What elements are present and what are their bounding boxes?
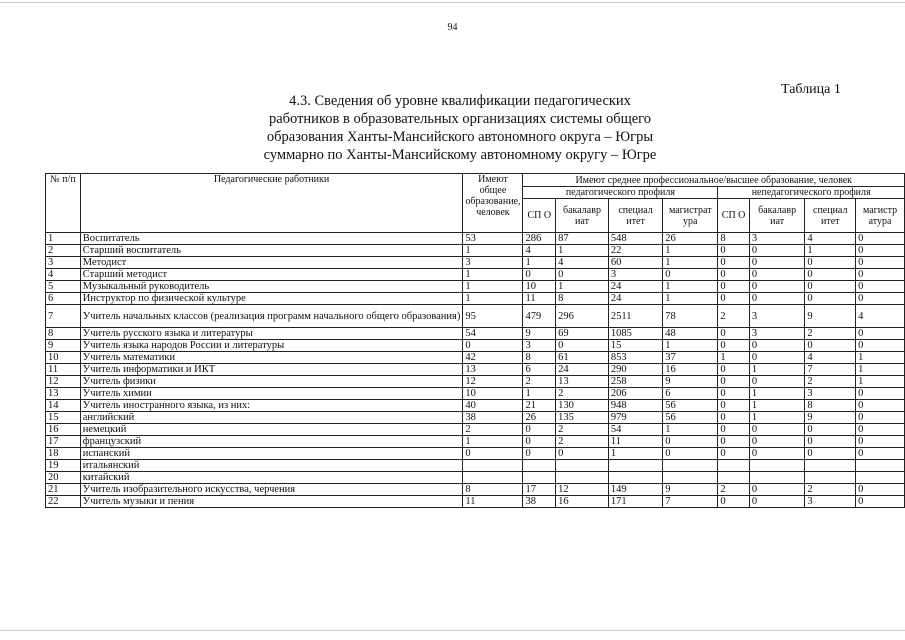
value-cell: 0: [718, 281, 750, 293]
value-cell: 1: [663, 257, 718, 269]
value-cell: 1: [749, 400, 805, 412]
row-number: 10: [46, 352, 81, 364]
value-cell: 87: [556, 233, 609, 245]
table-row: [46, 364, 905, 376]
table-row: [46, 496, 905, 508]
value-cell: 1: [663, 424, 718, 436]
header-sub: СП О: [523, 199, 556, 233]
header-general: Имеют общее образование, человек: [463, 174, 523, 233]
value-cell: 13: [463, 364, 523, 376]
value-cell: 0: [663, 436, 718, 448]
value-cell: 0: [523, 269, 556, 281]
value-cell: 3: [749, 328, 805, 340]
value-cell: 0: [749, 436, 805, 448]
value-cell: 12: [556, 484, 609, 496]
header-sub: специал итет: [805, 199, 856, 233]
value-cell: 1: [556, 245, 609, 257]
value-cell: 1: [805, 245, 856, 257]
header-sub: СП О: [718, 199, 750, 233]
value-cell: 11: [463, 496, 523, 508]
table-body: [46, 233, 905, 508]
value-cell: 0: [749, 352, 805, 364]
value-cell: 10: [523, 281, 556, 293]
value-cell: 38: [463, 412, 523, 424]
value-cell: 0: [856, 484, 905, 496]
worker-name: Старший методист: [80, 269, 463, 281]
worker-name: Воспитатель: [80, 233, 463, 245]
value-cell: 6: [663, 388, 718, 400]
value-cell: 3: [749, 233, 805, 245]
row-number: 19: [46, 460, 81, 472]
value-cell: 0: [718, 364, 750, 376]
value-cell: 15: [608, 340, 662, 352]
table-row: [46, 412, 905, 424]
table-row: [46, 376, 905, 388]
worker-name: Учитель математики: [80, 352, 463, 364]
value-cell: 7: [805, 364, 856, 376]
scan-edge: [0, 2, 905, 3]
row-number: 9: [46, 340, 81, 352]
value-cell: 0: [718, 328, 750, 340]
table-row: [46, 448, 905, 460]
value-cell: 0: [663, 269, 718, 281]
title-line: 4.3. Сведения об уровне квалификации педагогических: [289, 93, 631, 109]
value-cell: 8: [718, 233, 750, 245]
row-number: 13: [46, 388, 81, 400]
table-row: [46, 340, 905, 352]
value-cell: 0: [856, 293, 905, 305]
value-cell: 286: [523, 233, 556, 245]
worker-name: Музыкальный руководитель: [80, 281, 463, 293]
value-cell: 1: [663, 245, 718, 257]
value-cell: 9: [805, 305, 856, 328]
value-cell: 0: [718, 293, 750, 305]
value-cell: 0: [805, 269, 856, 281]
value-cell: 21: [523, 400, 556, 412]
value-cell: 548: [608, 233, 662, 245]
value-cell: 53: [463, 233, 523, 245]
value-cell: 0: [805, 436, 856, 448]
value-cell: 290: [608, 364, 662, 376]
value-cell: 0: [856, 412, 905, 424]
value-cell: 2: [523, 376, 556, 388]
value-cell: 8: [523, 352, 556, 364]
value-cell: 0: [856, 496, 905, 508]
value-cell: 0: [805, 340, 856, 352]
header-prof: Имеют среднее профессиональное/высшее образование, человек: [523, 174, 905, 187]
value-cell: 1: [663, 340, 718, 352]
value-cell: 9: [663, 484, 718, 496]
worker-name: Старший воспитатель: [80, 245, 463, 257]
value-cell: 7: [663, 496, 718, 508]
value-cell: 0: [718, 424, 750, 436]
value-cell: 0: [856, 424, 905, 436]
value-cell: 979: [608, 412, 662, 424]
value-cell: 0: [856, 340, 905, 352]
value-cell: 0: [556, 269, 609, 281]
value-cell: 1: [463, 436, 523, 448]
value-cell: [718, 460, 750, 472]
worker-name: Учитель информатики и ИКТ: [80, 364, 463, 376]
value-cell: [718, 472, 750, 484]
qualification-table: [45, 173, 905, 508]
worker-name: Учитель начальных классов (реализация программ начального общего образования): [80, 305, 463, 328]
scan-edge: [0, 630, 905, 631]
value-cell: 9: [663, 376, 718, 388]
value-cell: 69: [556, 328, 609, 340]
row-number: 3: [46, 257, 81, 269]
value-cell: 0: [749, 281, 805, 293]
value-cell: 3: [805, 496, 856, 508]
value-cell: 1: [463, 269, 523, 281]
value-cell: 0: [718, 376, 750, 388]
header-sub: бакалавр иат: [556, 199, 609, 233]
value-cell: 37: [663, 352, 718, 364]
value-cell: 1: [749, 364, 805, 376]
table-row: [46, 388, 905, 400]
value-cell: 0: [805, 424, 856, 436]
value-cell: 38: [523, 496, 556, 508]
value-cell: 56: [663, 400, 718, 412]
value-cell: [856, 472, 905, 484]
value-cell: 1: [556, 281, 609, 293]
value-cell: 0: [749, 484, 805, 496]
value-cell: 296: [556, 305, 609, 328]
value-cell: 11: [608, 436, 662, 448]
value-cell: [856, 460, 905, 472]
value-cell: 135: [556, 412, 609, 424]
worker-name: Учитель музыки и пения: [80, 496, 463, 508]
value-cell: 4: [805, 352, 856, 364]
value-cell: 4: [856, 305, 905, 328]
value-cell: [463, 460, 523, 472]
value-cell: 1: [463, 245, 523, 257]
value-cell: 171: [608, 496, 662, 508]
value-cell: 24: [608, 293, 662, 305]
value-cell: 0: [718, 257, 750, 269]
value-cell: 0: [523, 436, 556, 448]
value-cell: 2: [805, 376, 856, 388]
value-cell: 0: [749, 376, 805, 388]
value-cell: 0: [718, 388, 750, 400]
worker-name: Учитель изобразительного искусства, черчения: [80, 484, 463, 496]
value-cell: 4: [805, 233, 856, 245]
value-cell: 0: [718, 245, 750, 257]
value-cell: 1: [718, 352, 750, 364]
value-cell: [749, 472, 805, 484]
page-number: 94: [447, 22, 458, 33]
value-cell: 22: [608, 245, 662, 257]
value-cell: 2: [556, 436, 609, 448]
value-cell: 3: [523, 340, 556, 352]
header-num: № п/п: [46, 174, 81, 233]
table-row: [46, 257, 905, 269]
row-number: 5: [46, 281, 81, 293]
worker-name: немецкий: [80, 424, 463, 436]
value-cell: 16: [556, 496, 609, 508]
value-cell: 2: [718, 484, 750, 496]
value-cell: 206: [608, 388, 662, 400]
value-cell: [556, 472, 609, 484]
row-number: 4: [46, 269, 81, 281]
value-cell: 54: [463, 328, 523, 340]
value-cell: 17: [523, 484, 556, 496]
value-cell: 3: [805, 388, 856, 400]
value-cell: 0: [663, 448, 718, 460]
value-cell: 479: [523, 305, 556, 328]
value-cell: 1: [463, 293, 523, 305]
value-cell: 0: [856, 436, 905, 448]
value-cell: 61: [556, 352, 609, 364]
header-ped: педагогического профиля: [523, 187, 718, 199]
value-cell: 0: [856, 400, 905, 412]
row-number: 20: [46, 472, 81, 484]
document-title: [240, 92, 680, 164]
value-cell: 0: [805, 281, 856, 293]
value-cell: 0: [556, 340, 609, 352]
value-cell: 9: [523, 328, 556, 340]
worker-name: Учитель химии: [80, 388, 463, 400]
value-cell: 0: [718, 269, 750, 281]
header-sub: бакалавр иат: [749, 199, 805, 233]
value-cell: 0: [749, 245, 805, 257]
value-cell: 130: [556, 400, 609, 412]
worker-name: китайский: [80, 472, 463, 484]
value-cell: 0: [523, 448, 556, 460]
value-cell: 1: [663, 293, 718, 305]
value-cell: 1085: [608, 328, 662, 340]
value-cell: 258: [608, 376, 662, 388]
value-cell: 0: [718, 340, 750, 352]
value-cell: [556, 460, 609, 472]
row-number: 1: [46, 233, 81, 245]
value-cell: 853: [608, 352, 662, 364]
row-number: 2: [46, 245, 81, 257]
row-number: 17: [46, 436, 81, 448]
value-cell: 0: [856, 245, 905, 257]
table-row: [46, 305, 905, 328]
header-workers: Педагогические работники: [80, 174, 463, 233]
value-cell: 1: [663, 281, 718, 293]
table-row: [46, 233, 905, 245]
value-cell: 3: [749, 305, 805, 328]
value-cell: 2: [805, 484, 856, 496]
worker-name: испанский: [80, 448, 463, 460]
table-row: [46, 436, 905, 448]
header-nonped: непедагогического профиля: [718, 187, 905, 199]
value-cell: 0: [856, 281, 905, 293]
worker-name: Учитель иностранного языка, из них:: [80, 400, 463, 412]
value-cell: 60: [608, 257, 662, 269]
value-cell: [663, 472, 718, 484]
value-cell: 26: [663, 233, 718, 245]
value-cell: 0: [749, 448, 805, 460]
value-cell: 0: [856, 257, 905, 269]
table-row: [46, 245, 905, 257]
value-cell: 0: [749, 293, 805, 305]
value-cell: 0: [749, 269, 805, 281]
value-cell: 0: [749, 424, 805, 436]
table-label: Таблица 1: [781, 82, 841, 97]
table-row: [46, 352, 905, 364]
value-cell: [523, 460, 556, 472]
value-cell: [463, 472, 523, 484]
worker-name: английский: [80, 412, 463, 424]
value-cell: 149: [608, 484, 662, 496]
value-cell: [805, 472, 856, 484]
value-cell: 16: [663, 364, 718, 376]
header-sub: магистрат ура: [663, 199, 718, 233]
value-cell: [608, 472, 662, 484]
value-cell: 12: [463, 376, 523, 388]
value-cell: 40: [463, 400, 523, 412]
header-sub: специал итет: [608, 199, 662, 233]
worker-name: Учитель языка народов России и литературы: [80, 340, 463, 352]
value-cell: 1: [749, 388, 805, 400]
value-cell: 10: [463, 388, 523, 400]
value-cell: 2511: [608, 305, 662, 328]
value-cell: 9: [805, 412, 856, 424]
value-cell: 95: [463, 305, 523, 328]
worker-name: Инструктор по физической культуре: [80, 293, 463, 305]
value-cell: [608, 460, 662, 472]
table-row: [46, 400, 905, 412]
value-cell: 2: [556, 388, 609, 400]
value-cell: 2: [463, 424, 523, 436]
value-cell: 0: [463, 448, 523, 460]
row-number: 15: [46, 412, 81, 424]
value-cell: 1: [856, 364, 905, 376]
value-cell: 4: [523, 245, 556, 257]
worker-name: Учитель физики: [80, 376, 463, 388]
worker-name: Методист: [80, 257, 463, 269]
value-cell: 8: [463, 484, 523, 496]
value-cell: 0: [856, 448, 905, 460]
value-cell: 24: [608, 281, 662, 293]
value-cell: 56: [663, 412, 718, 424]
value-cell: 0: [718, 448, 750, 460]
value-cell: 6: [523, 364, 556, 376]
value-cell: 0: [718, 400, 750, 412]
value-cell: 0: [856, 233, 905, 245]
value-cell: 48: [663, 328, 718, 340]
value-cell: 1: [463, 281, 523, 293]
table-row: [46, 484, 905, 496]
value-cell: [663, 460, 718, 472]
table-row: [46, 472, 905, 484]
value-cell: 11: [523, 293, 556, 305]
value-cell: 4: [556, 257, 609, 269]
value-cell: 1: [856, 352, 905, 364]
value-cell: 8: [556, 293, 609, 305]
worker-name: французский: [80, 436, 463, 448]
value-cell: 0: [718, 436, 750, 448]
value-cell: 26: [523, 412, 556, 424]
value-cell: 0: [523, 424, 556, 436]
table-row: [46, 328, 905, 340]
value-cell: 0: [463, 340, 523, 352]
value-cell: 0: [749, 340, 805, 352]
value-cell: 2: [556, 424, 609, 436]
row-number: 18: [46, 448, 81, 460]
title-line: работников в образовательных организациях системы общего: [268, 111, 652, 127]
worker-name: Учитель русского языка и литературы: [80, 328, 463, 340]
value-cell: 0: [718, 496, 750, 508]
value-cell: 0: [718, 412, 750, 424]
row-number: 6: [46, 293, 81, 305]
row-number: 21: [46, 484, 81, 496]
value-cell: 1: [523, 388, 556, 400]
value-cell: 0: [805, 293, 856, 305]
row-number: 11: [46, 364, 81, 376]
value-cell: 0: [856, 328, 905, 340]
table-row: [46, 424, 905, 436]
table-row: [46, 293, 905, 305]
value-cell: 78: [663, 305, 718, 328]
value-cell: [805, 460, 856, 472]
row-number: 14: [46, 400, 81, 412]
table-row: [46, 460, 905, 472]
value-cell: 0: [856, 269, 905, 281]
table-row: [46, 269, 905, 281]
value-cell: 0: [556, 448, 609, 460]
table-row: [46, 281, 905, 293]
value-cell: [749, 460, 805, 472]
value-cell: 3: [608, 269, 662, 281]
value-cell: 54: [608, 424, 662, 436]
value-cell: 1: [856, 376, 905, 388]
value-cell: 24: [556, 364, 609, 376]
value-cell: 2: [805, 328, 856, 340]
row-number: 8: [46, 328, 81, 340]
value-cell: 0: [749, 257, 805, 269]
value-cell: 0: [805, 448, 856, 460]
value-cell: 2: [718, 305, 750, 328]
value-cell: 13: [556, 376, 609, 388]
worker-name: итальянский: [80, 460, 463, 472]
value-cell: [523, 472, 556, 484]
row-number: 7: [46, 305, 81, 328]
value-cell: 1: [523, 257, 556, 269]
value-cell: 1: [608, 448, 662, 460]
value-cell: 948: [608, 400, 662, 412]
title-line: образования Ханты-Мансийского автономного округа – Югры: [266, 129, 654, 145]
row-number: 12: [46, 376, 81, 388]
row-number: 16: [46, 424, 81, 436]
title-line: суммарно по Ханты-Мансийскому автономному округу – Югре: [263, 147, 657, 163]
value-cell: 0: [856, 388, 905, 400]
value-cell: 1: [749, 412, 805, 424]
header-sub: магистр атура: [856, 199, 905, 233]
value-cell: 42: [463, 352, 523, 364]
value-cell: 0: [749, 496, 805, 508]
row-number: 22: [46, 496, 81, 508]
value-cell: 3: [463, 257, 523, 269]
value-cell: 8: [805, 400, 856, 412]
value-cell: 0: [805, 257, 856, 269]
